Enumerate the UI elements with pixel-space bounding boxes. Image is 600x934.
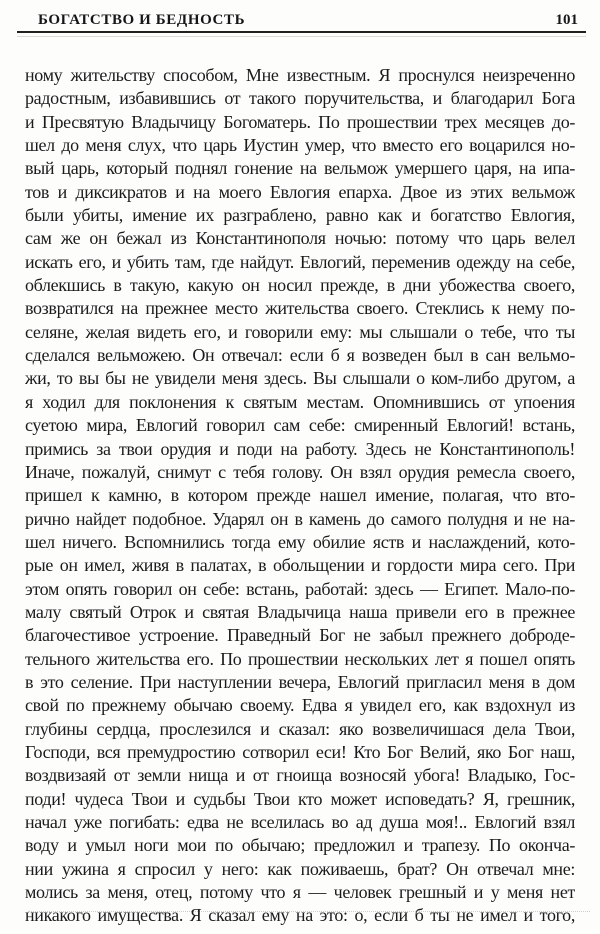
text-line: этом опять говорил он себе: встань, работай: здесь — Египет. Мало-по-: [25, 578, 575, 599]
text-line: сделался вельможею. Он отвечал: если б я возведен был в сан вельмо-: [25, 345, 575, 366]
text-line: молись за меня, отец, потому что я — человек грешный и у меня нет: [25, 882, 575, 903]
text-line: пришел к камню, в котором прежде нашел имение, полагая, что вто-: [25, 485, 575, 506]
text-line: тов и диксикратов и на моего Евлогия епарха. Двое из этих вельмож: [25, 181, 575, 202]
text-line: ному жительству способом, Мне известным. Я проснулся неизреченно: [25, 65, 575, 85]
text-line: малу святый Отрок и святая Владычица наша привели его в прежнее: [25, 601, 575, 622]
text-line: шел ничего. Вспомнились тогда ему обилие яств и наслаждений, кото-: [25, 531, 575, 552]
scan-artifact-rule-echo: [17, 36, 586, 37]
text-line: тельного жительства его. По прошествии нескольких лет я пошел опять: [25, 648, 575, 669]
text-line: я ходил для поклонения к святым местам. Опомнившись от упоения: [25, 391, 575, 412]
text-line: были убиты, имение их разграблено, равно как и богатство Евлогия,: [25, 205, 575, 226]
text-line: возвратился на прежнее место жительства своего. Стеклись к нему по-: [25, 298, 575, 319]
body-text: [25, 64, 575, 928]
text-line: Господи, вся премудростию сотворил еси! Кто Бог Велий, яко Бог наш,: [25, 741, 575, 762]
text-line: никакого имущества. Я сказал ему на это: о, если б ты не имел и того,: [25, 905, 575, 926]
page-title: БОГАТСТВО И БЕДНОСТЬ: [38, 12, 246, 28]
text-line: нии ужина я спросил у него: как поживаешь, брат? Он отвечал мне:: [25, 858, 575, 879]
text-line: благочестивое устроение. Праведный Бог не забыл прежнего доброде-: [25, 625, 575, 646]
text-line: свой по прежнему обычаю своему. Едва я увидел его, как вздохнул из: [25, 695, 575, 716]
text-line: Иначе, пожалуй, снимут с тебя голову. Он взял орудия ремесла своего,: [25, 461, 575, 482]
text-line: воду и умыл ноги мои по обычаю; предложил и трапезу. По оконча-: [25, 835, 575, 856]
text-line: рично найдет подобное. Ударял он в камень до самого полудня и не на-: [25, 508, 575, 529]
text-line: шел до меня слух, что царь Иустин умер, что вместо его воцарился но-: [25, 135, 575, 156]
text-line: воздвизаяй от земли нища и от гноища возносяй убога! Владыко, Гос-: [25, 765, 575, 786]
text-line: сам же он бежал из Константинополя ночью: потому что царь велел: [25, 228, 575, 249]
text-line: рые он имел, живя в палатах, в обольщении и гордости мира сего. При: [25, 555, 575, 576]
text-line: и Пресвятую Владычицу Богоматерь. По прошествии трех месяцев до-: [25, 111, 575, 132]
text-line: селяне, желая видеть его, и говорили ему: мы слышали о тебе, что ты: [25, 321, 575, 342]
text-line: облекшись в такую, какую он носил прежде, в дни убожества своего,: [25, 275, 575, 296]
text-line: примись за твои орудия и поди на работу. Здесь не Константинополь!: [25, 438, 575, 459]
text-line: в это селение. При наступлении вечера, Евлогий пригласил меня в дом: [25, 671, 575, 692]
running-header: [38, 12, 578, 29]
text-line: суетою мира, Евлогий говорил сам себе: смиренный Евлогий! встань,: [25, 415, 575, 436]
text-line: вый царь, который поднял гонение на вельмож умершего царя, на ипа-: [25, 158, 575, 179]
page-number: 101: [555, 12, 578, 28]
text-line: глубины сердца, прослезился и сказал: яко возвеличишася дела Твои,: [25, 718, 575, 739]
text-line: поди! чудеса Твои и судьбы Твои кто может исповедать? Я, грешник,: [25, 788, 575, 809]
text-line: начал уже погибать: едва не вселилась во ад душа моя!.. Евлогий взял: [25, 812, 575, 832]
scan-artifact-bottom: [28, 911, 590, 912]
text-line: жи, то вы бы не увидели меня здесь. Вы слышали о ком-либо другом, а: [25, 368, 575, 389]
text-line: искать его, и убить там, где найдут. Евлогий, переменив одежду на себе,: [25, 251, 575, 272]
header-divider: [17, 31, 586, 33]
text-line: радостным, избавившись от такого поручительства, и благодарил Бога: [25, 88, 575, 109]
